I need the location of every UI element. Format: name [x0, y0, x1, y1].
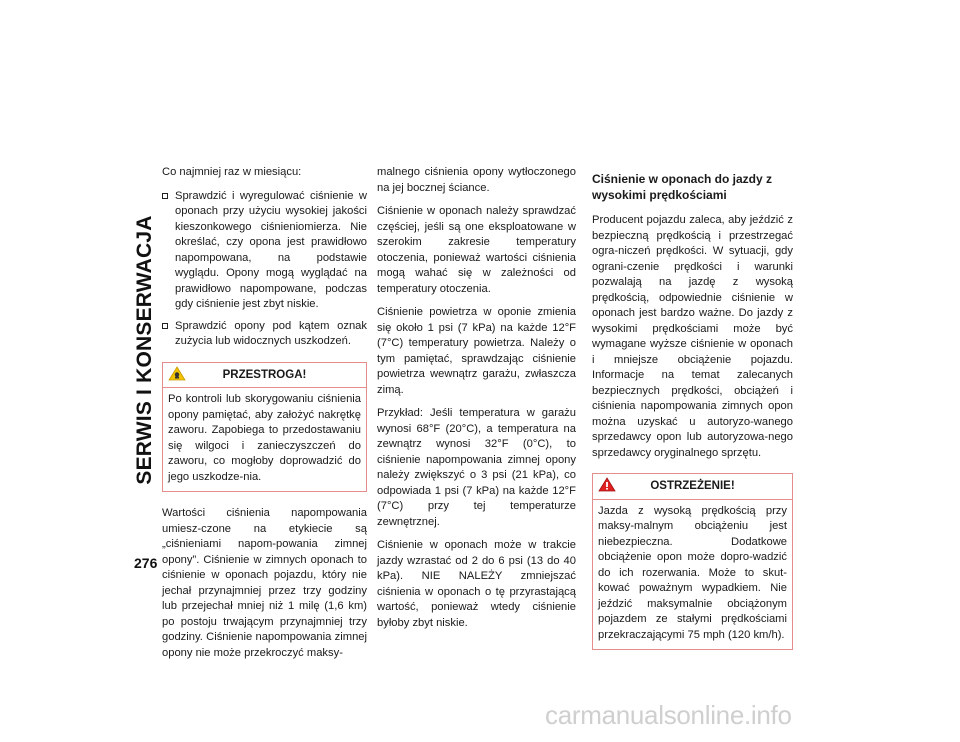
caution-box — [162, 362, 367, 493]
warning-title: OSTRZEŻENIE! — [650, 480, 735, 492]
body-paragraph: Ciśnienie w oponach należy sprawdzać częściej, jeśli są one eksploatowane w szerokim zakresie temperatury otoczenia, ponieważ wartości ciśnienia mogą wahać się w zależności od temperatury otoczenia. — [377, 205, 576, 295]
page-number: 276 — [134, 555, 158, 571]
bullet-item — [162, 319, 367, 350]
body-paragraph: malnego ciśnienia opony wytłoczonego na jej bocznej ściance. — [377, 166, 576, 194]
caution-header — [163, 363, 366, 389]
body-paragraph: Wartości ciśnienia napompowania umiesz-czone na etykiecie są „ciśnieniami napom-powania zimnej opony”. Ciśnienie w zimnych oponach to ciśnienie w oponach pojazdu, który nie jechał przynajmniej przez trzy godziny lub przejechał mniej niż 1 milę (1,6 km) po postoju trwającym przynajmniej trzy godziny. Ciśnienie napompowania zimnej opony nie może przekroczyć maksy- — [162, 507, 367, 659]
body-paragraph: Przykład: Jeśli temperatura w garażu wynosi 68°F (20°C), a temperatura na zewnątrz wynosi 32°F (0°C), to ciśnienie napompowania zimnej opony należy zwiększyć o 3 psi (21 kPa), co odpowiada 1 psi (7 kPa) na każde 12°F (7°C) przy tej temperaturze zewnętrznej. — [377, 407, 576, 528]
bullet-text: Sprawdzić i wyregulować ciśnienie w oponach przy użyciu wysokiej jakości kieszonkowego ciśnieniomierza. Nie określać, czy opona jest prawidłowo napompowana, na podstawie wyglądu. Opony mogą wyglądać na prawidłowo napompowane, podczas gdy ciśnienie jest zbyt niskie. — [175, 189, 367, 310]
section-heading: Ciśnienie w oponach do jazdy z wysokimi prędkościami — [592, 172, 773, 202]
square-bullet-icon — [162, 323, 168, 329]
body-paragraph: Ciśnienie powietrza w oponie zmienia się około 1 psi (7 kPa) na każde 12°F (7°C) temperatury powietrza. Należy o tym pamiętać, sprawdzając ciśnienie powietrza wewnątrz garażu, zwłaszcza zimą. — [377, 306, 576, 396]
warning-triangle-icon — [598, 477, 616, 492]
column-2 — [377, 165, 576, 639]
body-paragraph: Producent pojazdu zaleca, aby jeździć z bezpieczną prędkością i przestrzegać ogra-niczeń prędkości. W sytuacji, gdy ograni-czenie prędkości i warunki pozwalają na jazdę z wysoką prędkością, odpowiednie ciśnienie w oponach jest bardzo ważne. Do jazdy z wysokimi prędkościami może być wymagane wyższe ciśnienie w oponach i mniejsze obciążenie pojazdu. Informacje na temat zalecanych bezpiecznych prędkości, obciążeń i ciśnienia napompowania zimnych opon można uzyskać u autoryzo-wanego sprzedawcy opon lub autoryzowa-nego sprzedawcy oryginalnego sprzętu. — [592, 214, 793, 459]
bullet-item — [162, 189, 367, 313]
caution-title: PRZESTROGA! — [222, 368, 307, 381]
section-title: SERWIS I KONSERWACJA — [133, 215, 156, 485]
warning-header — [593, 474, 792, 500]
column-3 — [592, 165, 793, 664]
watermark: carmanualsonline.info — [545, 700, 792, 730]
caution-text: Po kontroli lub skorygowaniu ciśnienia opony pamiętać, aby założyć nakrętkę zaworu. Zapobiega to przedostawaniu się wilgoci i zanieczyszczeń do zaworu, co mogłoby doprowadzić do jego uszkodze-nia. — [168, 393, 361, 483]
warning-box — [592, 473, 793, 650]
caution-triangle-icon — [168, 366, 186, 381]
bullet-text: Sprawdzić opony pod kątem oznak zużycia lub widocznych uszkodzeń. — [175, 319, 367, 347]
square-bullet-icon — [162, 193, 168, 199]
column-1 — [162, 165, 367, 669]
section-title-vertical — [130, 170, 160, 530]
warning-text: Jazda z wysoką prędkością przy maksy-malnym obciążeniu jest niebezpieczna. Dodatkowe obciążenie opon może dopro-wadzić do ich rozerwania. Może to skut-kować poważnym wypadkiem. Nie jeździć maksymalnie obciążonym pojazdem ze stałymi prędkościami przekraczającymi 75 mph (120 km/h). — [598, 504, 787, 641]
intro-text: Co najmniej raz w miesiącu: — [162, 166, 302, 178]
body-paragraph: Ciśnienie w oponach może w trakcie jazdy wzrastać od 2 do 6 psi (13 do 40 kPa). NIE NALEŻY zmniejszać ciśnienia w oponach o tę przyrastającą wartość, ponieważ wtedy ciśnienie byłoby zbyt niskie. — [377, 539, 576, 629]
